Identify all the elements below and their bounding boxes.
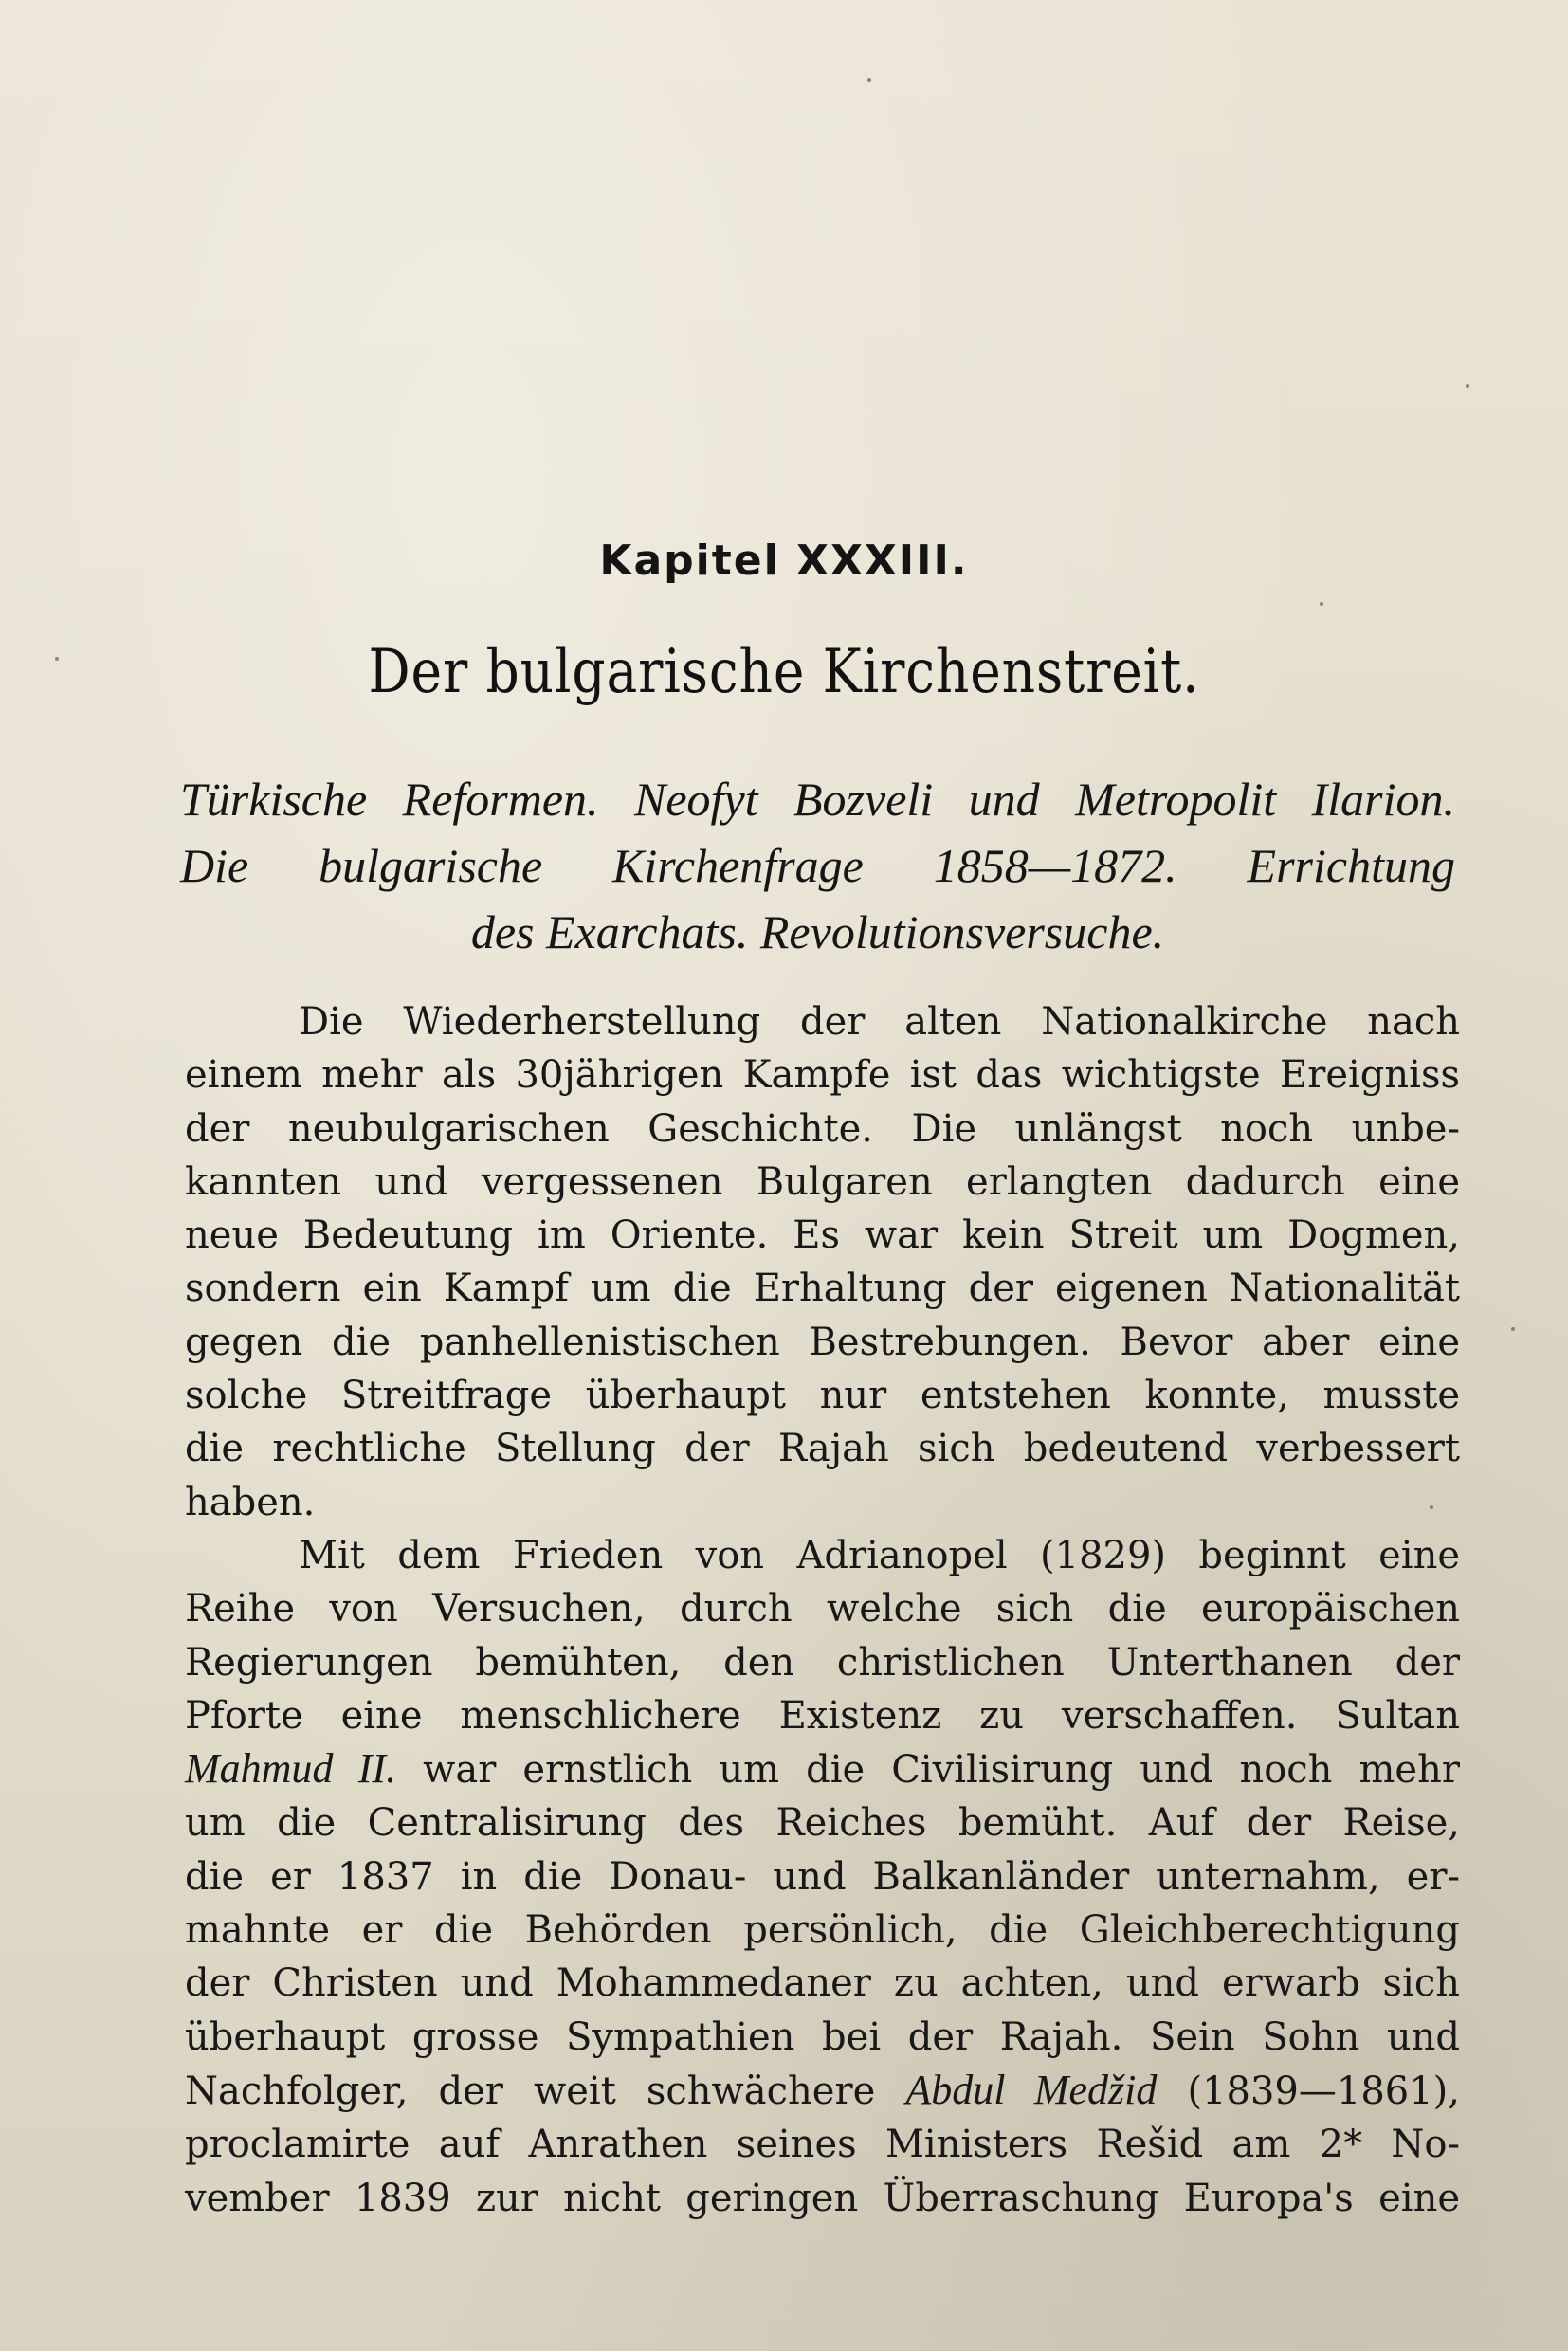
- text-line: mahnte er die Behörden persönlich, die Gleichberechtigung: [185, 1908, 1460, 1953]
- body-text: [185, 995, 1460, 2225]
- text-line: gegen die panhellenistischen Bestrebungen. Bevor aber eine: [185, 1320, 1460, 1364]
- paper-speck: [1511, 1327, 1515, 1331]
- paper-speck: [1320, 602, 1323, 606]
- text-line: der Christen und Mohammedaner zu achten, und erwarb sich: [185, 1961, 1460, 2006]
- text-line: die rechtliche Stellung der Rajah sich bedeutend verbessert: [185, 1427, 1460, 1471]
- text-line: solche Streitfrage überhaupt nur entstehen konnte, musste: [185, 1374, 1460, 1418]
- paper-speck: [1466, 384, 1469, 388]
- summary-line: Die bulgarische Kirchenfrage 1858—1872. Errichtung: [180, 839, 1455, 892]
- summary-line: des Exarchats. Revolutionsversuche.: [470, 905, 1165, 958]
- text-line-mahmud: [185, 1742, 1460, 1796]
- text-line-abdul: [185, 2064, 1460, 2118]
- text-line: der neubulgarischen Geschichte. Die unlängst noch unbe-: [185, 1106, 1460, 1151]
- text-line: haben.: [185, 1480, 316, 1524]
- chapter-summary: [180, 766, 1455, 965]
- text-line: die er 1837 in die Donau- und Balkanländer unternahm, er-: [185, 1854, 1460, 1899]
- text-line: Mit dem Frieden von Adrianopel (1829) beginnt eine: [299, 1533, 1460, 1577]
- text-fragment: Nachfolger, der weit schwächere: [185, 2069, 906, 2113]
- text-line: um die Centralisirung des Reiches bemüht. Auf der Reise,: [185, 1801, 1460, 1846]
- italic-name: Mahmud II.: [185, 1745, 397, 1793]
- text-line: proclamirte auf Anrathen seines Ministers Rešid am 2* No-: [185, 2123, 1460, 2167]
- text-line: neue Bedeutung im Oriente. Es war kein Streit um Dogmen,: [185, 1213, 1460, 1258]
- text-fragment: (1839—1861),: [1157, 2069, 1461, 2113]
- text-line: vember 1839 zur nicht geringen Überraschung Europa's eine: [185, 2176, 1460, 2220]
- text-line: kannten und vergessenen Bulgaren erlangten dadurch eine: [185, 1159, 1460, 1204]
- text-line: Pforte eine menschlichere Existenz zu verschaffen. Sultan: [185, 1693, 1460, 1738]
- chapter-number: Kapitel XXXIII.: [599, 537, 969, 585]
- paper-speck: [1430, 1505, 1433, 1509]
- paper-speck: [55, 657, 59, 661]
- text-line: Reihe von Versuchen, durch welche sich die europäischen: [185, 1587, 1460, 1631]
- text-line: sondern ein Kampf um die Erhaltung der eigenen Nationalität: [185, 1267, 1460, 1311]
- paper-speck: [867, 78, 871, 82]
- text-line: Die Wiederherstellung der alten Nationalkirche nach: [299, 1000, 1460, 1044]
- summary-line: Türkische Reformen. Neofyt Bozveli und Metropolit Ilarion.: [180, 773, 1455, 826]
- text-line: einem mehr als 30jährigen Kampfe ist das wichtigste Ereigniss: [185, 1053, 1460, 1098]
- chapter-title: Der bulgarische Kirchenstreit.: [368, 637, 1200, 707]
- text-line: Regierungen bemühten, den christlichen Unterthanen der: [185, 1640, 1460, 1685]
- text-line: überhaupt grosse Sympathien bei der Rajah. Sein Sohn und: [185, 2014, 1460, 2059]
- italic-name: Abdul Medžid: [905, 2066, 1158, 2113]
- text-fragment: war ernstlich um die Civilisirung und noch mehr: [396, 1748, 1460, 1793]
